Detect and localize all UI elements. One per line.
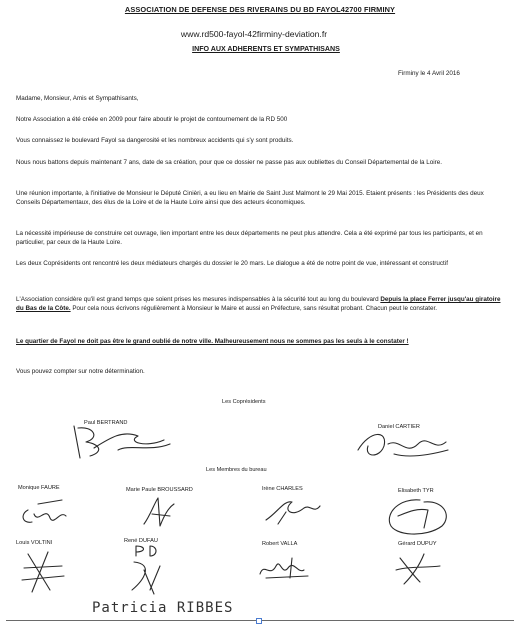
paragraph-2: Vous connaissez le boulevard Fayol sa dangerosité et les nombreux accidents qui s'y sont produits. (16, 137, 294, 144)
paragraph-7-start: L'Association considère qu'il est grand temps que soient prises les mesures indispensables à la sécurité tout au long du boulevard (16, 296, 381, 303)
letter-date: Firminy le 4 Avril 2016 (398, 70, 460, 77)
name-voltini: Louis VOLTINI (16, 540, 53, 546)
name-charles: Irène CHARLES (262, 486, 303, 492)
paragraph-7 (16, 295, 504, 314)
paragraph-9: Vous pouvez compter sur notre détermination. (16, 368, 145, 375)
selection-handle[interactable] (256, 618, 262, 624)
name-dupuy: Gérard DUPUY (398, 541, 437, 547)
signature-bertrand (60, 418, 180, 464)
name-dufau: René DUFAU (124, 538, 158, 544)
name-broussard: Marie Paule BROUSSARD (126, 487, 193, 493)
paragraph-5: La nécessité impérieuse de construire cet ouvrage, lien important entre les deux départements ne peut plus attendre. Cela a été exprimé par tous les participants, et en particulier, par ceux de la Haute Loire. (16, 230, 483, 247)
name-tyr: Elisabeth TYR (398, 488, 434, 494)
paragraph-8: Le quartier de Fayol ne doit pas être le grand oublié de notre ville. Malheureusement nous ne sommes pas les seuls à le constater ! (16, 338, 409, 345)
handwritten-name: Patricia RIBBES (92, 600, 234, 616)
paragraph-7-highlight: Depuis la place Ferrer jusqu'au giratoire du Bas de la Côte. (16, 296, 501, 313)
website-url: www.rd500-fayol-42firminy-deviation.fr (180, 29, 328, 39)
info-heading: INFO AUX ADHERENTS ET SYMPATHISANS (192, 45, 340, 53)
association-header: ASSOCIATION DE DEFENSE DES RIVERAINS DU BD FAYOL42700 FIRMINY (124, 5, 396, 14)
signature-dufau (124, 540, 182, 598)
paragraph-6: Les deux Coprésidents ont rencontré les deux médiateurs chargés du dossier le 20 mars. Le dialogue a été de notre point de vue, intéressant et constructif (16, 260, 448, 267)
signature-valla (252, 548, 332, 584)
signature-cartier (348, 424, 458, 466)
signature-dupuy (390, 548, 452, 590)
paragraph-7-end: Pour cela nous écrivons régulièrement à Monsieur le Maire et aussi en Préfecture, sans résultat probant. Chacun peut le constater. (70, 305, 438, 313)
signature-voltini (18, 546, 74, 596)
signature-charles (258, 492, 328, 532)
paragraph-1: Notre Association a été créée en 2009 pour faire aboutir le projet de contournement de la RD 500 (16, 116, 288, 123)
name-bertrand: Paul BERTRAND (84, 420, 128, 426)
greeting: Madame, Monsieur, Amis et Sympathisants, (16, 95, 139, 102)
bureau-title: Les Membres du bureau (206, 467, 267, 473)
name-faure: Monique FAURE (18, 485, 60, 491)
signature-faure (16, 492, 76, 532)
name-cartier: Daniel CARTIER (378, 424, 420, 430)
signature-broussard (136, 494, 186, 530)
name-valla: Robert VALLA (262, 541, 298, 547)
copresidents-title: Les Coprésidents (222, 399, 266, 405)
paragraph-4: Une réunion importante, à l'initiative de Monsieur le Député Cinièri, a eu lieu en Mairie de Saint Just Malmont le 29 Mai 2015. Etaient présents : les Présidents des deux Conseils Départementaux, des élus de la Loire et de la Haute Loire ainsi que des acteurs économiques. (16, 190, 484, 207)
signature-tyr (380, 494, 456, 540)
paragraph-3: Nous nous battons depuis maintenant 7 ans, date de sa création, pour que ce dossier ne passe pas aux oubliettes du Conseil Départemental de la Loire. (16, 159, 443, 166)
